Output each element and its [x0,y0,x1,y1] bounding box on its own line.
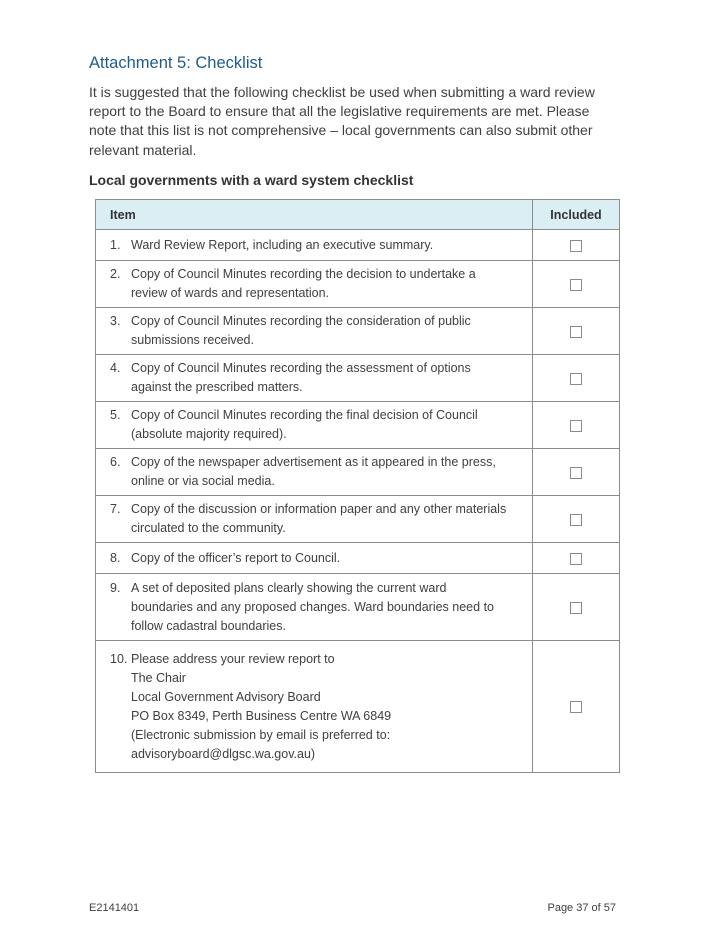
item-number: 5. [110,408,121,422]
item-text-line: The Chair [131,670,186,685]
checklist-subheading: Local governments with a ward system checklist [89,172,414,188]
included-checkbox[interactable] [570,602,582,614]
item-text-line: (Electronic submission by email is preferred to: [131,727,391,742]
included-cell [533,449,620,496]
checklist-item [96,308,533,355]
checklist-item [96,574,533,641]
checklist-item [96,402,533,449]
table-row [96,261,620,308]
item-number: 8. [110,550,121,565]
included-checkbox[interactable] [570,373,582,385]
item-text-line: Local Government Advisory Board [131,689,321,704]
checklist-item [96,230,533,261]
checklist-item [96,641,533,773]
checklist-item [96,355,533,402]
item-text-line: follow cadastral boundaries. [131,618,286,633]
document-id: E2141401 [89,902,140,914]
item-text-line: review of wards and representation. [131,286,330,300]
item-text-line: submissions received. [131,333,254,347]
included-checkbox[interactable] [570,514,582,526]
included-cell [533,402,620,449]
item-number: 7. [110,502,121,516]
included-cell [533,574,620,641]
item-text-line: boundaries and any proposed changes. Ward boundaries need to [131,599,494,614]
page-number: Page 37 of 57 [547,902,616,914]
table-row [96,641,620,773]
included-checkbox[interactable] [570,240,582,252]
item-text-line: Copy of Council Minutes recording the consideration of public [131,314,471,328]
table-row [96,308,620,355]
checklist-item [96,449,533,496]
checklist-item [96,261,533,308]
included-checkbox[interactable] [570,553,582,565]
table-row [96,449,620,496]
included-cell [533,308,620,355]
included-checkbox[interactable] [570,701,582,713]
included-checkbox[interactable] [570,279,582,291]
table-row [96,355,620,402]
item-text-line: Copy of Council Minutes recording the final decision of Council [131,408,478,422]
table-header-row [96,200,620,230]
item-number: 2. [110,267,121,281]
item-number: 6. [110,455,121,469]
item-text-line: Copy of Council Minutes recording the assessment of options [131,361,471,375]
included-checkbox[interactable] [570,326,582,338]
item-text-line: Please address your review report to [131,651,335,666]
included-cell [533,355,620,402]
item-text-line: Copy of the officer’s report to Council. [131,550,341,565]
table-row [96,543,620,574]
item-number: 1. [110,237,121,252]
included-checkbox[interactable] [570,420,582,432]
item-text-line: against the prescribed matters. [131,380,303,394]
intro-paragraph: It is suggested that the following checklist be used when submitting a ward review report to the Board to ensure that all the legislative requirements are met. Please note that this list is not comprehensive – local governments can also submit other relevant material. [89,84,595,158]
checklist-item [96,543,533,574]
item-text-line: Ward Review Report, including an executive summary. [131,237,434,252]
item-number: 10. [110,651,128,666]
item-text-line: advisoryboard@dlgsc.wa.gov.au) [131,746,316,761]
item-text-line: circulated to the community. [131,521,286,535]
table-row [96,574,620,641]
table-row [96,230,620,261]
item-text-line: A set of deposited plans clearly showing the current ward [131,580,447,595]
column-header-included: Included [533,200,620,230]
column-header-item: Item [96,200,533,230]
included-cell [533,261,620,308]
table-row [96,496,620,543]
table-row [96,402,620,449]
included-cell [533,543,620,574]
item-text-line: Copy of the newspaper advertisement as it appeared in the press, [131,455,496,469]
item-number: 4. [110,361,121,375]
item-text-line: PO Box 8349, Perth Business Centre WA 6849 [131,708,392,723]
included-checkbox[interactable] [570,467,582,479]
item-text-line: Copy of Council Minutes recording the decision to undertake a [131,267,476,281]
item-number: 9. [110,580,121,595]
checklist-table [95,199,620,773]
item-text-line: Copy of the discussion or information paper and any other materials [131,502,507,516]
included-cell [533,496,620,543]
item-text-line: (absolute majority required). [131,427,287,441]
included-cell [533,230,620,261]
checklist-item [96,496,533,543]
item-text-line: online or via social media. [131,474,275,488]
included-cell [533,641,620,773]
page-title: Attachment 5: Checklist [89,54,263,72]
item-number: 3. [110,314,121,328]
